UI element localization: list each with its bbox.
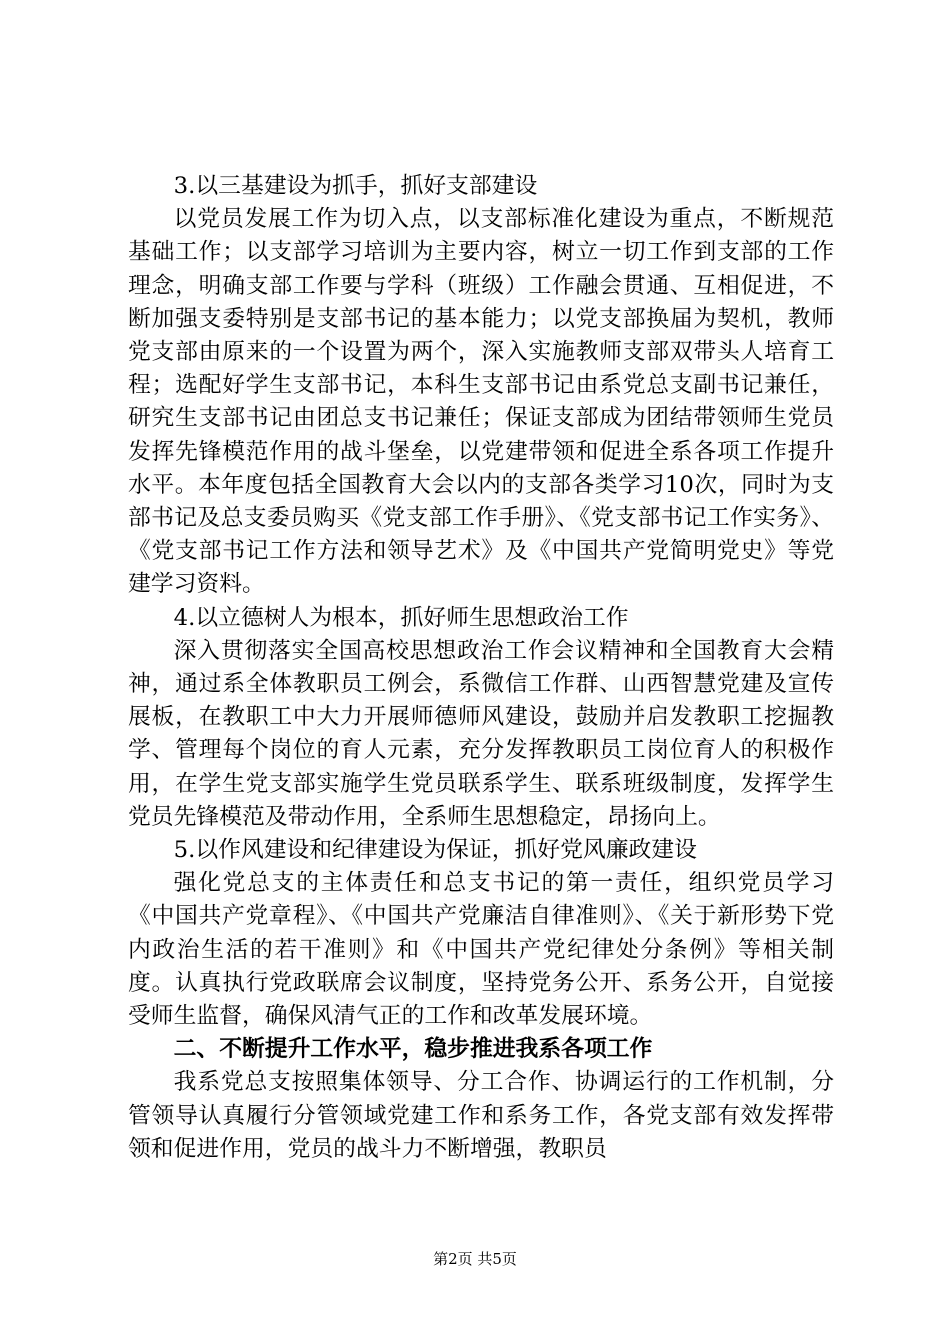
subheading-4: 4.以立德树人为根本，抓好师生思想政治工作 (173, 604, 629, 631)
paragraph-ideological-work: 深入贯彻落实全国高校思想政治工作会议精神和全国教育大会精神，通过系全体教职员工例会，系微信工作群、山西智慧党建及宣传展板，在教职工中大力开展师德师风建设，鼓励并启发教职工挖掘教学、管理每个岗位的育人元素，充分发挥教职员工岗位育人的积极作用，在学生党支部实施学生党员联系学生、联系班级制度，发挥学生党员先锋模范及带动作用，全系师生思想稳定，昂扬向上。 (128, 637, 834, 830)
paragraph-work-mechanism: 我系党总支按照集体领导、分工合作、协调运行的工作机制，分管领导认真履行分管领域党建工作和系务工作，各党支部有效发挥带领和促进作用，党员的战斗力不断增强，教职员 (128, 1069, 834, 1162)
section-heading-2: 二、不断提升工作水平，稳步推进我系各项工作 (173, 1036, 653, 1063)
page-number-footer: 第2页 共5页 (433, 1250, 517, 1268)
subheading-3: 3.以三基建设为抓手，抓好支部建设 (173, 173, 538, 199)
paragraph-integrity-building: 强化党总支的主体责任和总支书记的第一责任，组织党员学习《中国共产党章程》、《中国共产党廉洁自律准则》、《关于新形势下党内政治生活的若干准则》和《中国共产党纪律处分条例》等相关制度。认真执行党政联席会议制度，坚持党务公开、系务公开，自觉接受师生监督，确保风清气正的工作和改革发展环境。 (128, 870, 834, 1030)
paragraph-branch-building: 以党员发展工作为切入点，以支部标准化建设为重点，不断规范基础工作；以支部学习培训为主要内容，树立一切工作到支部的工作理念，明确支部工作要与学科（班级）工作融会贯通、互相促进，不断加强支委特别是支部书记的基本能力；以党支部换届为契机，教师党支部由原来的一个设置为两个，深入实施教师支部双带头人培育工程；选配好学生支部书记，本科生支部书记由系党总支副书记兼任，研究生支部书记由团总支书记兼任；保证支部成为团结带领师生党员发挥先锋模范作用的战斗堡垒，以党建带领和促进全系各项工作提升水平。本年度包括全国教育大会以内的支部各类学习10次，同时为支部书记及总支委员购买《党支部工作手册》、《党支部书记工作实务》、《党支部书记工作方法和领导艺术》及《中国共产党简明党史》等党建学习资料。 (128, 206, 834, 598)
document-body (128, 170, 834, 1166)
subheading-5: 5.以作风建设和纪律建设为保证，抓好党风廉政建设 (173, 837, 697, 864)
